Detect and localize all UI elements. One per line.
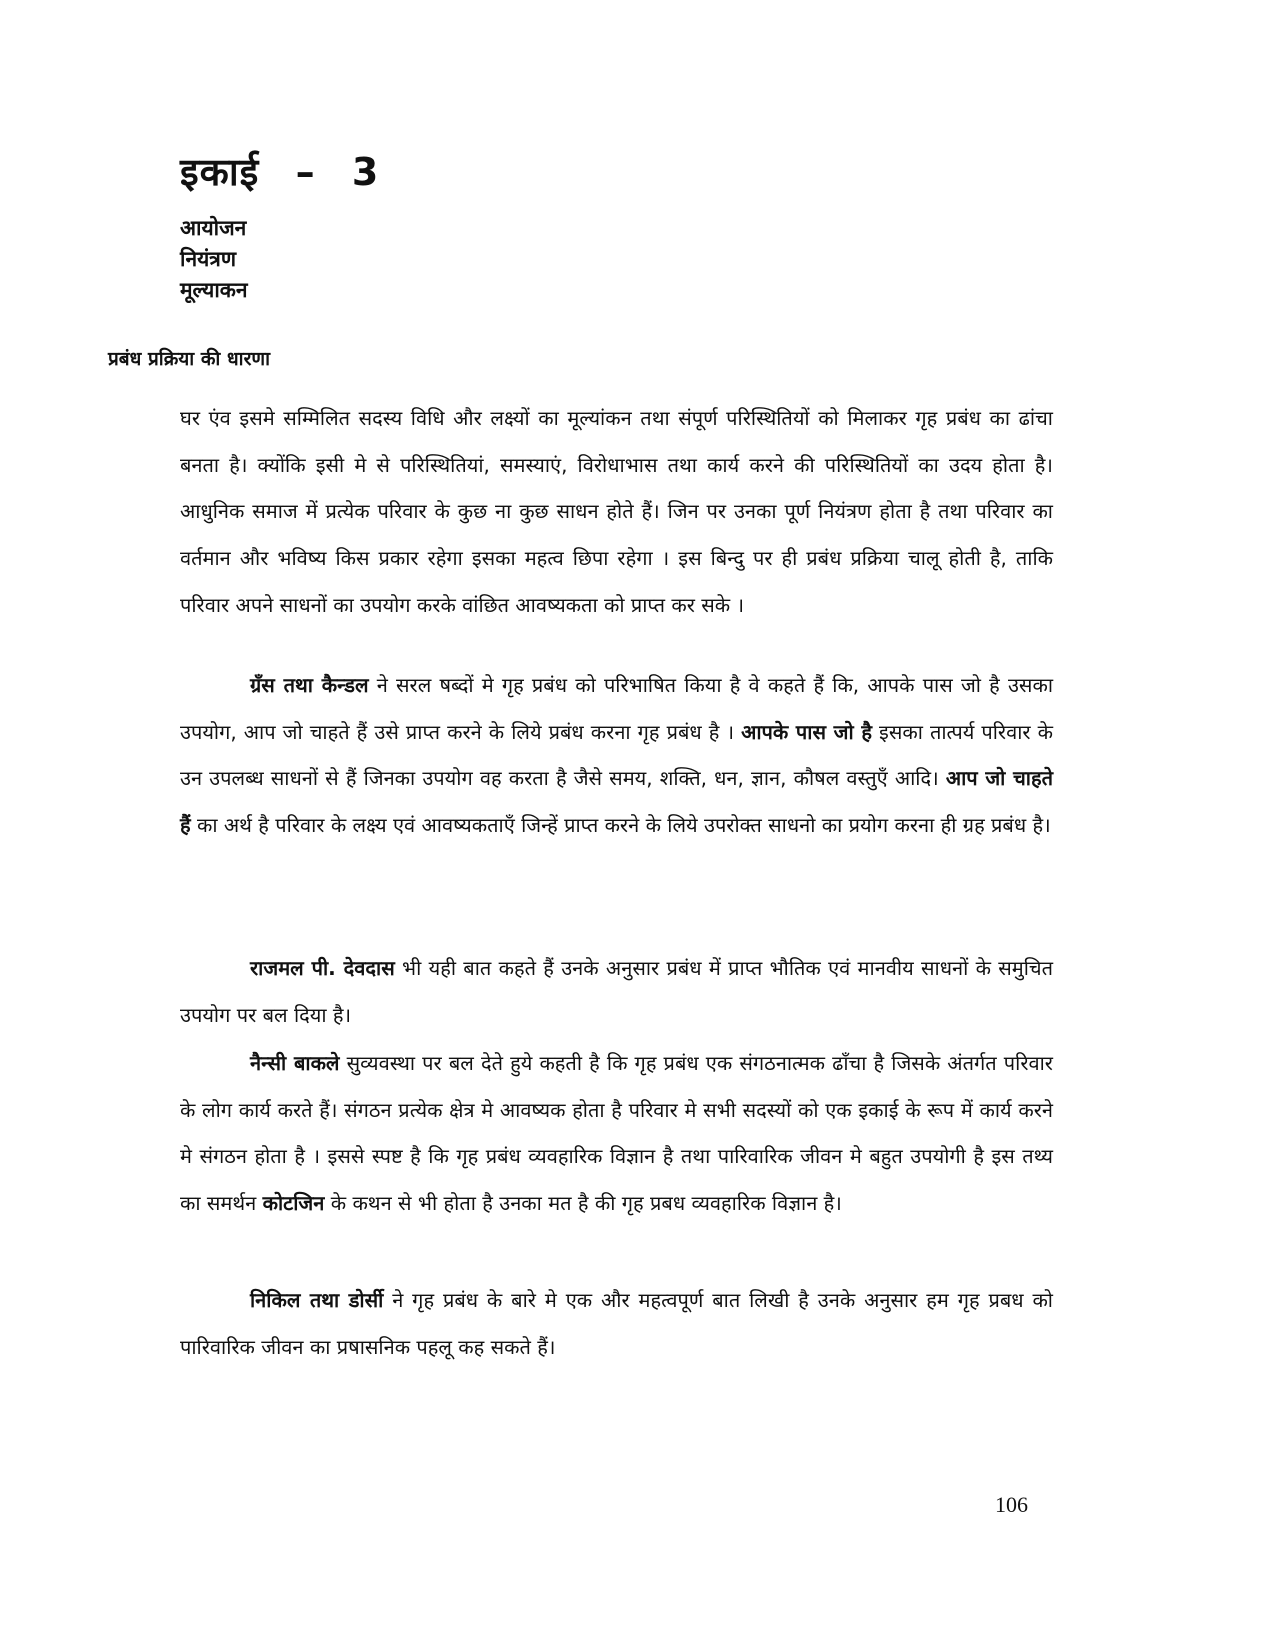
- topic-item: नियंत्रण: [180, 247, 237, 271]
- key-phrase: आपके पास जो है: [741, 719, 872, 744]
- paragraph-text: ने सरल षब्दों मे गृह प्रबंध को परिभाषित किया है वे कहते हैं कि, आपके पास जो है उसका उपयोग, आप जो चाहते हैं उसे प्राप्त करने के लिये प्रबंध करना गृह प्रबंध है ।: [180, 673, 1053, 744]
- paragraph-text: इसका तात्पर्य परिवार के उन उपलब्ध साधनों से हैं जिनका उपयोग वह करता है जैसे समय, शक्ति, धन, ज्ञान, कौषल वस्तुऍं आदि।: [180, 719, 1053, 791]
- section-heading: प्रबंध प्रक्रिया की धारणा: [108, 348, 271, 370]
- paragraph-text: सुव्यवस्था पर बल देते हुये कहती है कि गृह प्रबंध एक संगठनात्मक ढॉंचा है जिसके अंतर्गत परिवार के लोग कार्य करते हैं। संगठन प्रत्येक क्षेत्र मे आवष्यक होता है परिवार मे सभी सदस्यों को एक इकाई के रूप में कार्य करने मे संगठन होता है । इससे स्पष्ट है कि गृह प्रबंध व्यवहारिक विज्ञान है तथा पारिवारिक जीवन मे बहुत उपयोगी है इस तथ्य का समर्थन: [180, 1051, 1053, 1216]
- author-name: राजमल पी. देवदास: [250, 956, 395, 980]
- unit-word: इकाई: [180, 150, 260, 194]
- paragraph-text: ने गृह प्रबंध के बारे मे एक और महत्वपूर्ण बात लिखी है उनके अनुसार हम गृह प्रबध को पारिवारिक जीवन का प्रषासनिक पहलू कह सकते हैं।: [180, 1288, 1053, 1359]
- paragraph-devdas: [180, 945, 1053, 1038]
- paragraph-text: के कथन से भी होता है उनका मत है की गृह प्रबध व्यवहारिक विज्ञान है।: [324, 1191, 842, 1216]
- unit-separator: –: [295, 150, 316, 194]
- unit-number: 3: [351, 150, 380, 194]
- author-name: कोटजिन: [262, 1191, 325, 1216]
- page-number: 106: [995, 1492, 1028, 1517]
- author-name: नैन्सी बाकले: [250, 1051, 340, 1075]
- paragraph-nickell-dorsey: [180, 1277, 1053, 1370]
- author-name: निकिल तथा डोर्सी: [250, 1288, 384, 1312]
- unit-heading: [180, 145, 379, 197]
- topic-item: मूल्याकन: [180, 278, 248, 302]
- topic-item: आयोजन: [180, 216, 247, 240]
- paragraph-text: भी यही बात कहते हैं उनके अनुसार प्रबंध में प्राप्त भौतिक एवं मानवीय साधनों के समुचित उपयोग पर बल दिया है।: [180, 956, 1054, 1027]
- paragraph-nancy-buckley: [180, 1040, 1053, 1227]
- paragraph-gross-kandel: [180, 662, 1053, 849]
- paragraph-intro: घर एंव इसमे सम्मिलित सदस्य विधि और लक्ष्यों का मूल्यांकन तथा संपूर्ण परिस्थितियों को मिलाकर गृह प्रबंध का ढांचा बनता है। क्योंकि इसी मे से परिस्थितियां, समस्याएं, विरोधाभास तथा कार्य करने की परिस्थितियों का उदय होता है।आधुनिक समाज में प्रत्येक परिवार के कुछ ना कुछ साधन होते हैं। जिन पर उनका पूर्ण नियंत्रण होता है तथा परिवार का वर्तमान और भविष्य किस प्रकार रहेगा इसका महत्व छिपा रहेगा । इस बिन्दु पर ही प्रबंध प्रक्रिया चालू होती है, ताकि परिवार अपने साधनों का उपयोग करके वांछित आवष्यकता को प्राप्त कर सके ।: [180, 406, 1053, 617]
- author-name: ग्रॅंस तथा कैन्डल: [250, 673, 369, 697]
- key-phrase: आप जो चाहते हैं: [180, 766, 1053, 838]
- paragraph-text: का अर्थ है परिवार के लक्ष्य एवं आवष्यकताऍं जिन्हें प्राप्त करने के लिये उपरोक्त साधनो का प्रयोग करना ही ग्रह प्रबंध है।: [190, 813, 1051, 838]
- topic-list: [180, 213, 248, 306]
